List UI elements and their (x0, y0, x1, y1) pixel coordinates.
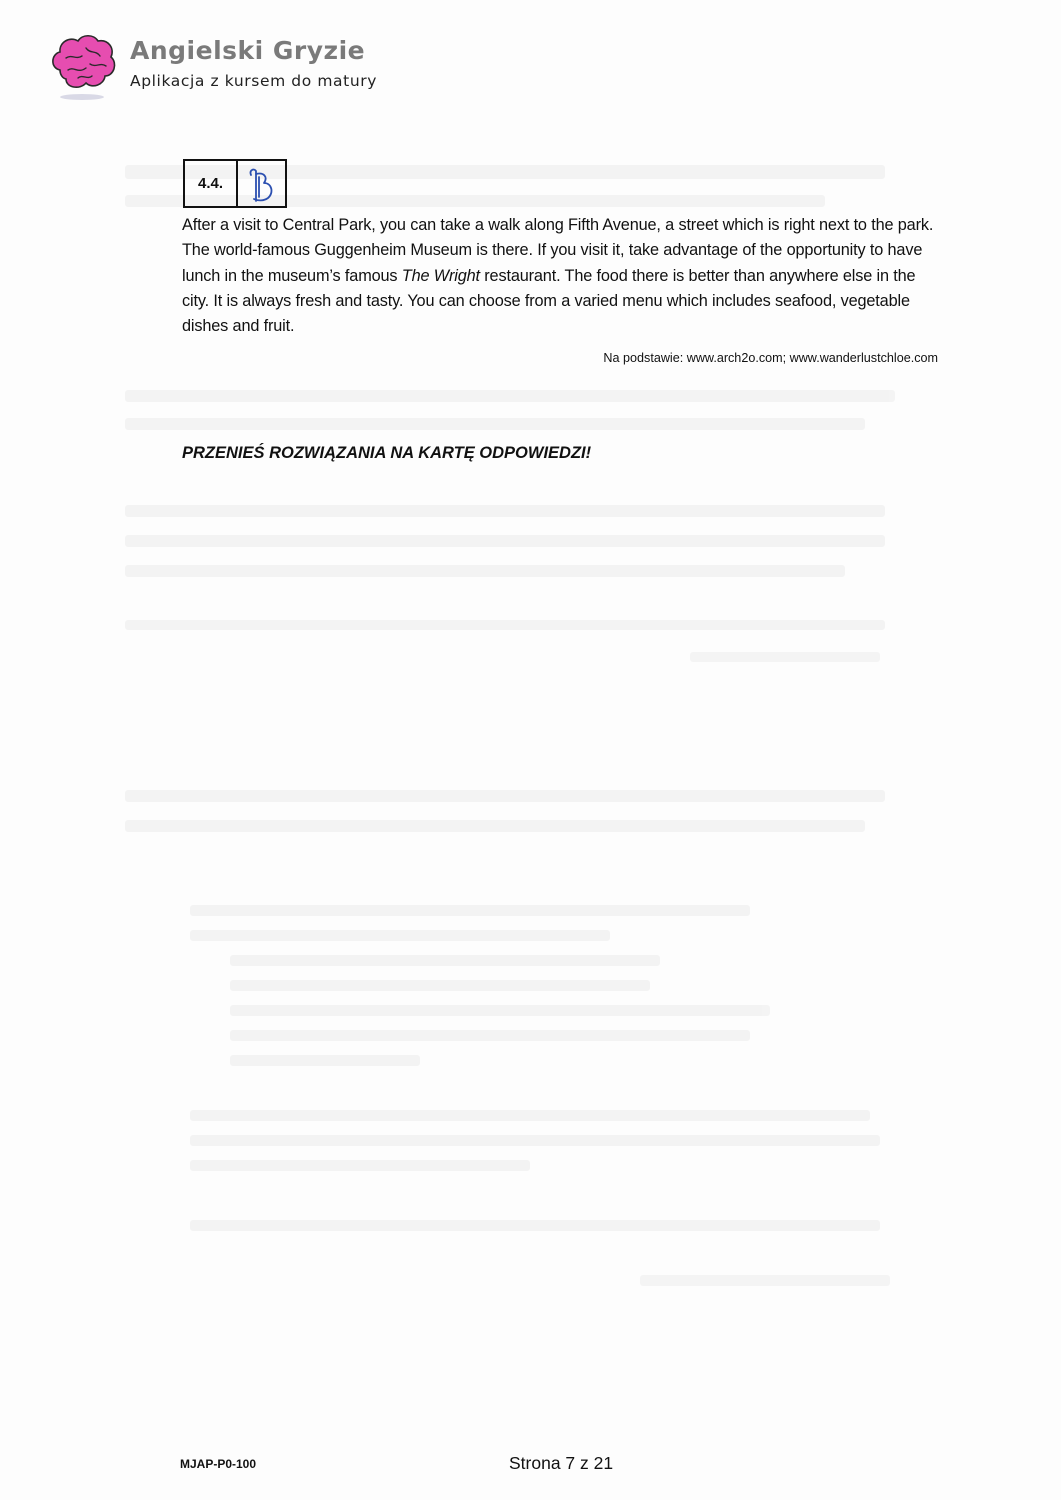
source-citation: Na podstawie: www.arch2o.com; www.wanderlustchloe.com (603, 351, 938, 365)
transfer-instruction: PRZENIEŚ ROZWIĄZANIA NA KARTĘ ODPOWIEDZI! (182, 444, 592, 462)
brand-tagline: Aplikacja z kursem do matury (130, 72, 377, 90)
brain-icon (48, 30, 118, 102)
passage-text-2: restaurant. The food there is better than anywhere else in the city. It is always fresh and tasty. You can choose from a varied menu which includes seafood, vegetable dishes and fruit. (182, 266, 916, 336)
reading-passage (182, 213, 942, 339)
exam-code: MJAP-P0-100 (180, 1457, 257, 1471)
restaurant-name: The Wright (401, 266, 480, 285)
passage-text-1: After a visit to Central Park, you can take a walk along Fifth Avenue, a street which is right next to the park. The world-famous Guggenheim Museum is there. If you visit it, take advantage of the opportunity to have lunch in the museum’s famous (182, 216, 934, 285)
answer-box (183, 159, 287, 208)
page-number: Strona 7 z 21 (509, 1453, 614, 1473)
brand-name: Angielski Gryzie (130, 36, 366, 65)
handwritten-answer (238, 161, 287, 206)
task-number: 4.4. (185, 161, 238, 206)
brand-header (48, 30, 468, 102)
answer-cell (238, 161, 285, 206)
